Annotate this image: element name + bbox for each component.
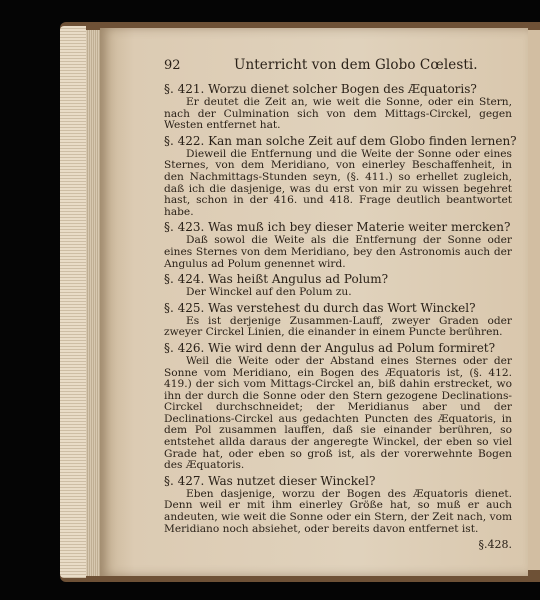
header-title: Unterricht von dem Globo Cœlesti. xyxy=(234,57,478,73)
answer: Daß sowol die Weite als die Entfernung der Sonne oder eines Sternes von dem Meridiano, bey den Astronomis auch der Angulus ad Polum genennet wird. xyxy=(164,234,512,270)
question: §. 424. Was heißt Angulus ad Polum? xyxy=(164,272,389,287)
page-text xyxy=(164,57,517,552)
page-number: 92 xyxy=(164,58,181,73)
section-423 xyxy=(164,220,512,270)
question: §. 422. Kan man solche Zeit auf dem Globo finden lernen? xyxy=(164,133,517,148)
answer: Eben dasjenige, worzu der Bogen des Æquatoris dienet. Denn weil er mit ihm einerley Größe hat, so muß er auch andeuten, wie weit die Sonne oder ein Stern, der Zeit nach, vom Meridiano noch absiehet, oder bereits davon entfernet ist. xyxy=(164,487,512,535)
answer: Er deutet die Zeit an, wie weit die Sonne, oder ein Stern, nach der Culmination sich von dem Mittags-Circkel, gegen Westen entfernet hat. xyxy=(164,96,512,132)
section-424 xyxy=(164,272,512,299)
question: §. 425. Was verstehest du durch das Wort Winckel? xyxy=(164,300,476,315)
answer: Es ist derjenige Zusammen-Lauff, zweyer Graden oder zweyer Circkel Linien, die einander in einem Puncte berühren. xyxy=(164,314,512,339)
question: §. 421. Worzu dienet solcher Bogen des Æquatoris? xyxy=(164,82,477,96)
answer: Dieweil die Entfernung und die Weite der Sonne oder eines Sternes, von dem Meridiano, von einerley Beschaffenheit, in den Nachmittags-Stunden seyn, (§. 411.) so erhellet zugleich, daß ich die dasjenige, was du erst von mir zu wissen begehret hast, schon in der 416. und 418. Frage deutlich beantwortet habe. xyxy=(164,147,512,218)
section-426 xyxy=(164,341,512,472)
question: §. 423. Was muß ich bey dieser Materie weiter mercken? xyxy=(164,220,511,235)
question: §. 426. Wie wird denn der Angulus ad Polum formiret? xyxy=(164,340,496,355)
facing-page-edge xyxy=(528,30,540,570)
catchword: §.428. xyxy=(478,538,512,552)
question: §. 427. Was nutzet dieser Winckel? xyxy=(164,473,376,488)
book-spine xyxy=(60,26,86,578)
answer: Weil die Weite oder der Abstand eines Sternes oder der Sonne vom Meridiano, ein Bogen des Æquatoris ist, (§. 412. 419.) der sich vom Mittags-Circkel an, biß dahin erstrecket, wo ihn der durch die Sonne oder den Stern gezogene Declinations-Circkel durchschneidet; der Meridianus aber und der Declinations-Circkel aus gedachten Puncten des Æquatoris, in dem Pol zusammen lauffen, daß sie einander berühren, so entstehet allda daraus der angeregte Winckel, der eben so viel Grade hat, oder eben so groß ist, als der vorerwehnte Bogen des Æquatoris. xyxy=(164,354,512,472)
running-header xyxy=(164,57,512,82)
section-425 xyxy=(164,301,512,339)
section-422 xyxy=(164,133,517,219)
answer: Der Winckel auf den Polum zu. xyxy=(186,286,352,299)
section-427 xyxy=(164,474,512,535)
section-421 xyxy=(164,82,512,132)
